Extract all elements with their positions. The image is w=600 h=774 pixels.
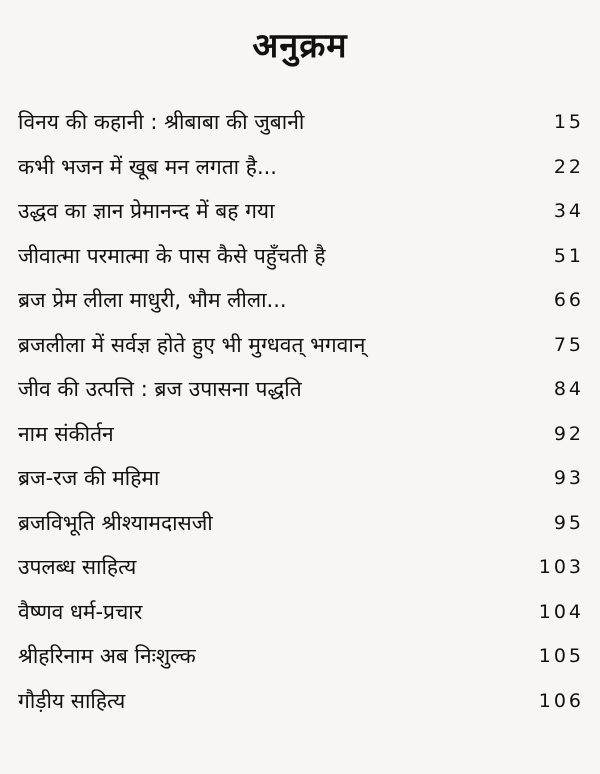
toc-entry: [18, 545, 584, 590]
toc-entry: [18, 456, 584, 501]
toc-entry-page: 22: [553, 155, 584, 178]
toc-entry: [18, 501, 584, 546]
table-of-contents: [18, 100, 584, 723]
toc-entry-title: नाम संकीर्तन: [18, 421, 114, 446]
toc-entry: [18, 100, 584, 145]
toc-entry: [18, 679, 584, 724]
toc-entry: [18, 634, 584, 679]
toc-entry-title: वैष्णव धर्म-प्रचार: [18, 599, 143, 624]
toc-entry: [18, 323, 584, 368]
toc-entry-page: 84: [553, 378, 584, 401]
toc-entry-page: 75: [553, 333, 584, 356]
toc-entry-title: जीवात्मा परमात्मा के पास कैसे पहुँचती है: [18, 243, 326, 268]
toc-entry-page: 34: [553, 200, 584, 223]
toc-entry: [18, 590, 584, 635]
toc-entry-title: ब्रजलीला में सर्वज्ञ होते हुए भी मुग्धवत् भगवान्: [18, 332, 366, 357]
toc-entry-title: ब्रज प्रेम लीला माधुरी, भौम लीला...: [18, 288, 287, 313]
toc-entry-page: 92: [553, 422, 584, 445]
toc-entry-page: 103: [538, 556, 584, 579]
toc-entry-title: ब्रज-रज की महिमा: [18, 466, 160, 491]
toc-entry-title: जीव की उत्पत्ति : ब्रज उपासना पद्धति: [18, 377, 302, 402]
toc-entry: [18, 145, 584, 190]
toc-entry-page: 51: [553, 244, 584, 267]
toc-entry-title: श्रीहरिनाम अब निःशुल्क: [18, 644, 196, 669]
toc-entry-page: 93: [553, 467, 584, 490]
toc-entry-page: 15: [553, 111, 584, 134]
toc-entry-title: उद्धव का ज्ञान प्रेमानन्द में बह गया: [18, 199, 275, 224]
toc-entry-page: 95: [553, 511, 584, 534]
toc-entry-title: ब्रजविभूति श्रीश्यामदासजी: [18, 510, 213, 535]
toc-entry: [18, 412, 584, 457]
toc-entry: [18, 234, 584, 279]
toc-entry-title: कभी भजन में खूब मन लगता है...: [18, 154, 277, 179]
toc-entry: [18, 367, 584, 412]
toc-entry-title: उपलब्ध साहित्य: [18, 555, 137, 580]
toc-entry-page: 104: [538, 600, 584, 623]
toc-entry-title: गौड़ीय साहित्य: [18, 688, 126, 713]
page-title: अनुक्रम: [252, 26, 348, 66]
toc-entry-page: 105: [538, 645, 584, 668]
toc-entry: [18, 189, 584, 234]
toc-entry-page: 66: [553, 289, 584, 312]
toc-entry: [18, 278, 584, 323]
toc-entry-page: 106: [538, 689, 584, 712]
toc-entry-title: विनय की कहानी : श्रीबाबा की जुबानी: [18, 110, 305, 135]
